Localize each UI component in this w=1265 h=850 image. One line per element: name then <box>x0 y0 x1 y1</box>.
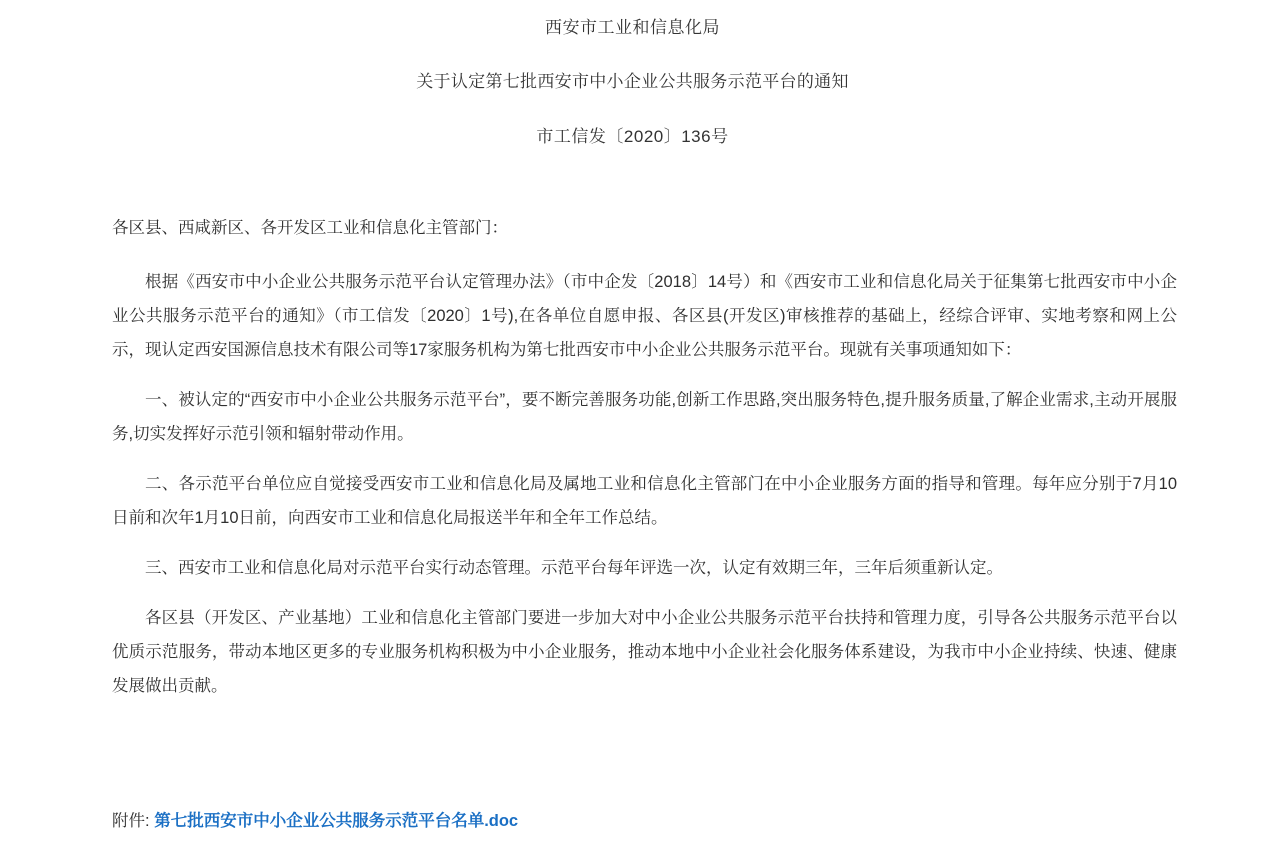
document-number: 市工信发〔2020〕136号 <box>536 127 729 146</box>
document-header <box>0 0 1265 151</box>
document-title: 关于认定第七批西安市中小企业公共服务示范平台的通知 <box>416 72 849 91</box>
paragraph-2: 一、被认定的“西安市中小企业公共服务示范平台”，要不断完善服务功能,创新工作思路,突出服务特色,提升服务质量,了解企业需求,主动开展服务,切实发挥好示范引领和辐射带动作用。 <box>112 391 1177 443</box>
document-body <box>0 213 1265 703</box>
attachment-file-link[interactable]: 第七批西安市中小企业公共服务示范平台名单.doc <box>154 812 519 830</box>
paragraph-5: 各区县（开发区、产业基地）工业和信息化主管部门要进一步加大对中小企业公共服务示范平台扶持和管理力度，引导各公共服务示范平台以优质示范服务，带动本地区更多的专业服务机构积极为中小企业服务，推动本地中小企业社会化服务体系建设，为我市中小企业持续、快速、健康发展做出贡献。 <box>112 609 1177 695</box>
attachment-label: 附件: <box>112 812 150 830</box>
issuing-authority: 西安市工业和信息化局 <box>545 18 720 37</box>
paragraph-3: 二、各示范平台单位应自觉接受西安市工业和信息化局及属地工业和信息化主管部门在中小企业服务方面的指导和管理。每年应分别于7月10日前和次年1月10日前，向西安市工业和信息化局报送半年和全年工作总结。 <box>112 475 1177 527</box>
paragraph-4: 三、西安市工业和信息化局对示范平台实行动态管理。示范平台每年评选一次，认定有效期三年，三年后须重新认定。 <box>145 559 1003 577</box>
paragraph-1: 根据《西安市中小企业公共服务示范平台认定管理办法》（市中企发〔2018〕14号）和《西安市工业和信息化局关于征集第七批西安市中小企业公共服务示范平台的通知》（市工信发〔2020〕1号),在各单位自愿申报、各区县(开发区)审核推荐的基础上，经综合评审、实地考察和网上公示，现认定西安国源信息技术有限公司等17家服务机构为第七批西安市中小企业公共服务示范平台。现就有关事项通知如下： <box>112 273 1177 359</box>
salutation: 各区县、西咸新区、各开发区工业和信息化主管部门： <box>112 219 508 237</box>
attachment-section <box>112 806 518 836</box>
